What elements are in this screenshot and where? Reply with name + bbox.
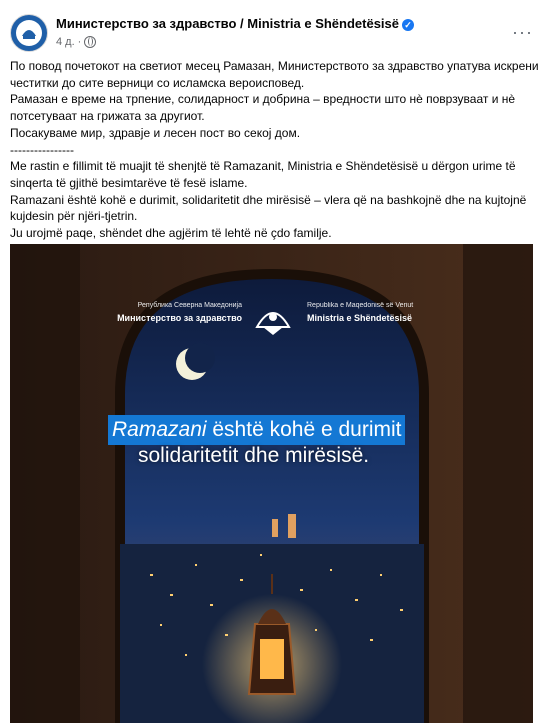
headline-line2: solidaritetit dhe mirësisë. [138,444,370,467]
headline-rest: është kohë e durimit [206,418,402,441]
logo-right-country: Republika e Maqedonisë së Veriut [307,302,414,309]
headline-banner [108,415,405,445]
post-text [10,58,540,242]
post-paragraph: Посакуваме мир, здравје и лесен пост во секој дом. [10,125,301,140]
headline-word: Ramazani [112,418,207,441]
post-paragraph: По повод почетокот на светиот месец Рамазан, Министерството за здравство упатува искрени честитки до сите верници со исламска вероисповед. [10,59,539,90]
verified-badge-icon: ✓ [402,19,414,31]
post-header [10,10,539,54]
post-paragraph: Рамазан е време на трпение, солидарност и добрина – вредности што нè поврзуваат и нè потсетуваат на грижата за другиот. [10,92,516,124]
post-paragraph: Ju urojmë paqe, shëndet dhe agjërim të lehtë në çdo familje. [10,226,332,241]
page-name[interactable]: Министерство за здравство / Ministria e Shëndetësisë [56,16,400,31]
post-image[interactable] [10,244,533,723]
privacy-globe-icon[interactable] [84,36,96,48]
page-avatar[interactable] [10,14,48,52]
logo-right-ministry: Ministria e Shëndetësisë [307,313,413,323]
post-paragraph: Ramazani është kohë e durimit, solidaritetit dhe mirësisë – vlera që na bashkojnë dhe na kujtojnë kujdesin për njëri-tjetrin. [10,192,527,224]
logo-right [307,302,447,323]
logo-left-ministry: Министерство за здравство [117,313,242,323]
logo-left-country: Република Северна Македонија [137,302,242,309]
post-divider-text: ---------------- [10,142,74,157]
post-paragraph: Me rastin e fillimit të muajit të shenjtë të Ramazanit, Ministria e Shëndetësisë u dërgon urime të sinqerta të gjithë besimtarëve të fesë islame. [10,159,516,190]
page-name-link[interactable] [56,16,414,31]
logo-left [114,302,242,323]
meta-separator: · [77,36,82,48]
more-options-button[interactable]: ··· [512,22,533,42]
post-meta [56,36,96,48]
post-time[interactable]: 4 д. [56,36,75,48]
state-emblem-icon [251,297,295,337]
ministry-emblem-icon [14,18,44,48]
